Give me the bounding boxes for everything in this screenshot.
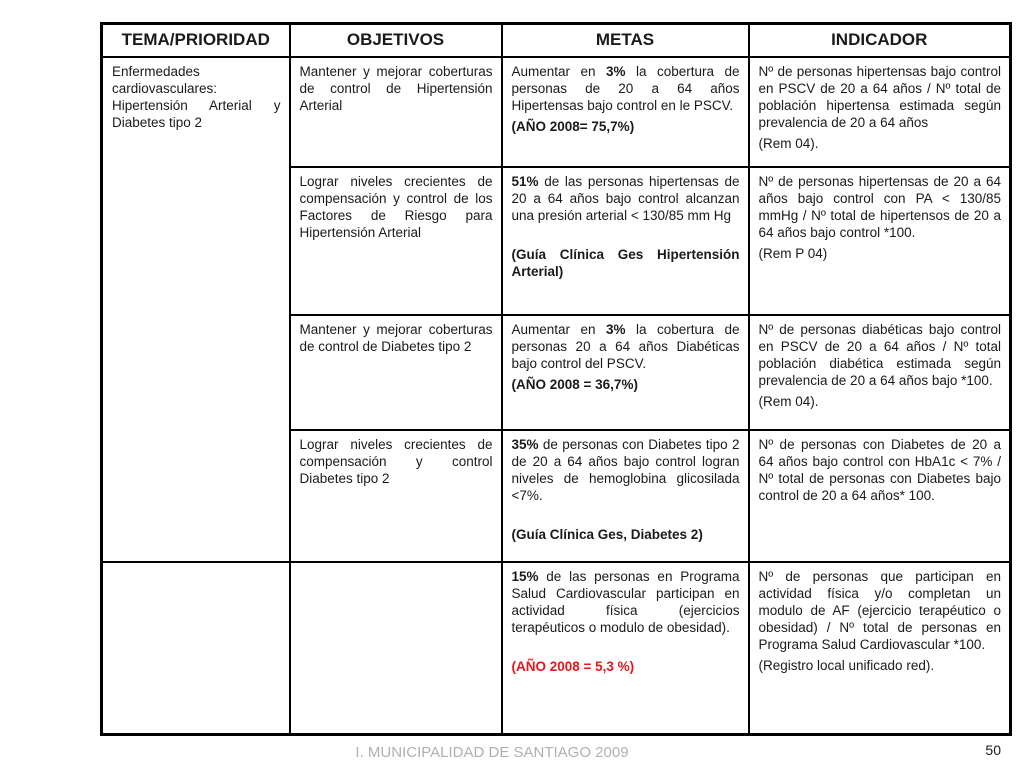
cell-tema-group: Enfermedades cardiovasculares: Hipertensión Arterial y Diabetes tipo 2 — [102, 57, 290, 562]
header-metas: METAS — [502, 24, 749, 57]
cell-objetivos-row5-empty — [290, 562, 502, 735]
header-objetivos: OBJETIVOS — [290, 24, 502, 57]
cell-objetivos-row2: Lograr niveles crecientes de compensación y control de los Factores de Riesgo para Hipertensión Arterial — [290, 167, 502, 315]
cell-indicador-row4: Nº de personas con Diabetes de 20 a 64 años bajo control con HbA1c < 7% / Nº total de personas con Diabetes bajo control de 20 a 64 años* 100. — [749, 430, 1011, 562]
cell-objetivos-row1: Mantener y mejorar coberturas de control de Hipertensión Arterial — [290, 57, 502, 167]
cell-metas-row4: 35% de personas con Diabetes tipo 2 de 20 a 64 años bajo control logran niveles de hemoglobina glicosilada <7%. (Guía Clínica Ges, Diabetes 2) — [502, 430, 749, 562]
cell-indicador-row3: Nº de personas diabéticas bajo control en PSCV de 20 a 64 años / Nº total población diabética estimada según prevalencia de 20 a 64 años bajo *100. (Rem 04). — [749, 315, 1011, 430]
cell-metas-row2: 51% de las personas hipertensas de 20 a 64 años bajo control alcanzan una presión arterial < 130/85 mm Hg (Guía Clínica Ges Hipertensión Arterial) — [502, 167, 749, 315]
table-row — [102, 57, 1011, 167]
cell-indicador-row2: Nº de personas hipertensas de 20 a 64 años bajo control con PA < 130/85 mmHg / Nº total de hipertensos de 20 a 64 años bajo control *100. (Rem P 04) — [749, 167, 1011, 315]
cell-indicador-row5: Nº de personas que participan en actividad física y/o completan un modulo de AF (ejercicio terapéutico o obesidad) / Nº total de personas en Programa Salud Cardiovascular *100. (Registro local unificado red). — [749, 562, 1011, 735]
cell-metas-row1: Aumentar en 3% la cobertura de personas de 20 a 64 años Hipertensas bajo control en le PSCV. (AÑO 2008= 75,7%) — [502, 57, 749, 167]
header-row — [102, 24, 1011, 57]
cell-tema-row5-empty — [102, 562, 290, 735]
footer-text: I. MUNICIPALIDAD DE SANTIAGO 2009 — [355, 744, 629, 761]
cell-indicador-row1: Nº de personas hipertensas bajo control en PSCV de 20 a 64 años / Nº total de población hipertensa estimada según prevalencia de 20 a 64 años (Rem 04). — [749, 57, 1011, 167]
cell-objetivos-row4: Lograr niveles crecientes de compensación y control Diabetes tipo 2 — [290, 430, 502, 562]
planning-table — [100, 22, 1012, 736]
cell-metas-row5: 15% de las personas en Programa Salud Cardiovascular participan en actividad física (ejercicios terapéuticos o modulo de obesidad). (AÑO 2008 = 5,3 %) — [502, 562, 749, 735]
cell-objetivos-row3: Mantener y mejorar coberturas de control de Diabetes tipo 2 — [290, 315, 502, 430]
header-tema: TEMA/PRIORIDAD — [102, 24, 290, 57]
page-number: 50 — [985, 742, 1001, 758]
table-row — [102, 562, 1011, 735]
cell-metas-row3: Aumentar en 3% la cobertura de personas 20 a 64 años Diabéticas bajo control del PSCV. (AÑO 2008 = 36,7%) — [502, 315, 749, 430]
header-indicador: INDICADOR — [749, 24, 1011, 57]
